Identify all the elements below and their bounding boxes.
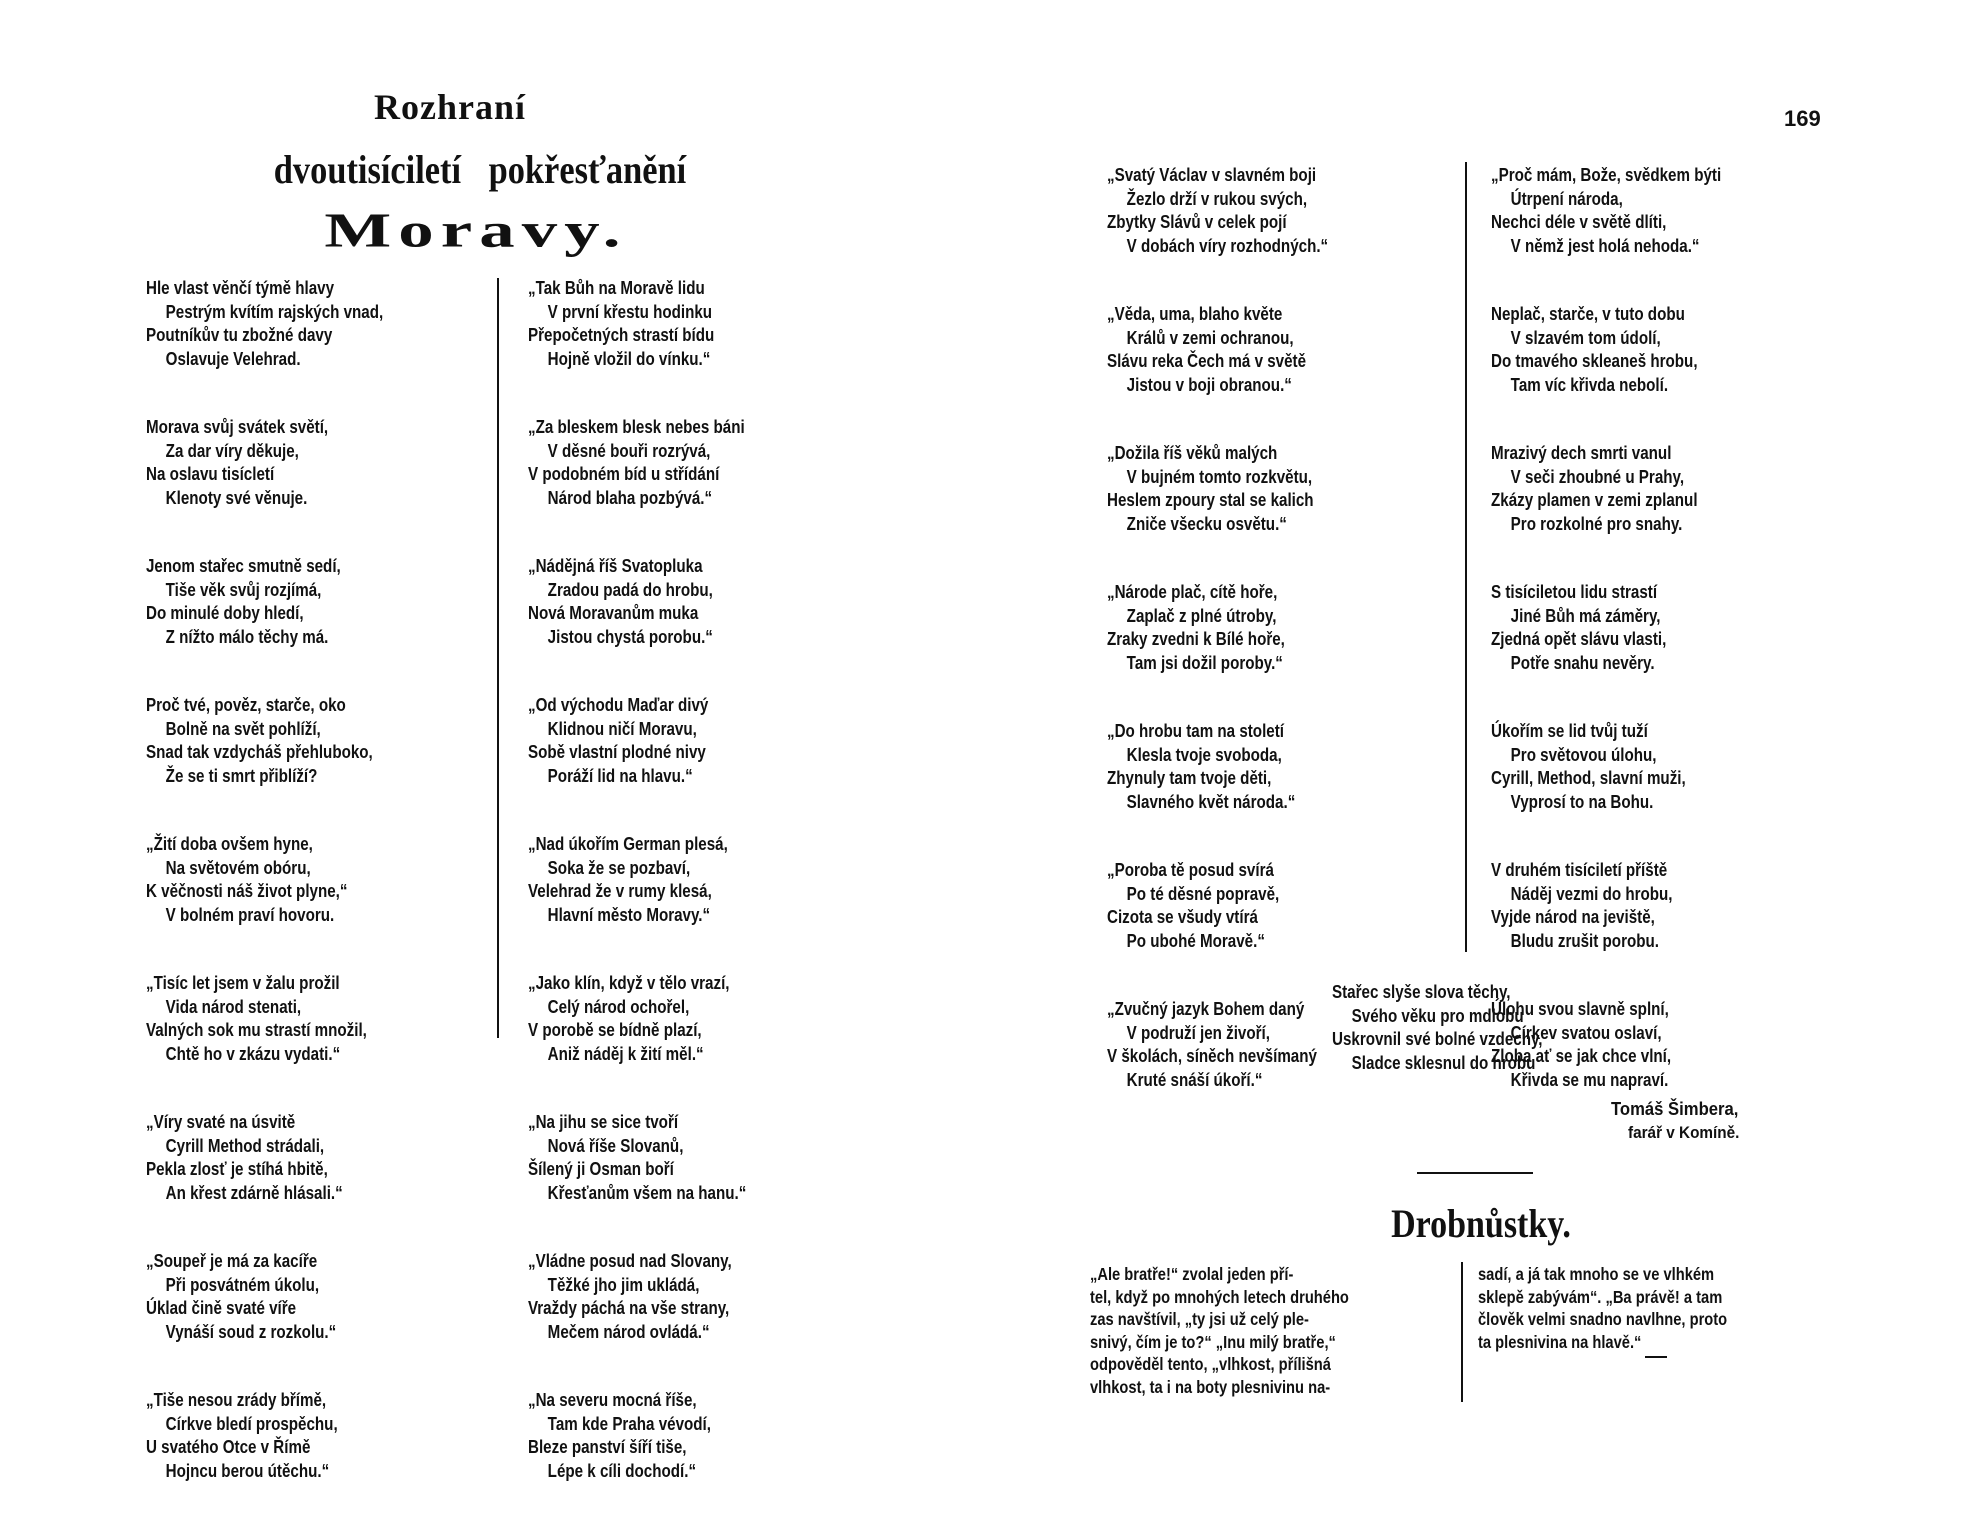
verse-line: Cyrill, Method, slavní muži,	[1491, 767, 1686, 788]
stanza	[1491, 719, 1821, 813]
verse-line: Bleze panství šíří tiše,	[528, 1436, 687, 1457]
verse-line: Králů v zemi ochranou,	[1126, 326, 1294, 348]
verse-line: Zloba ať se jak chce vlní,	[1491, 1045, 1672, 1066]
verse-line: „Tiše nesou zrády břímě,	[146, 1389, 327, 1410]
verse-line: „Dožila říš věků malých	[1107, 442, 1278, 463]
verse-line: Zradou padá do hrobu,	[547, 578, 713, 600]
right-page	[981, 0, 1962, 1500]
verse-line: Zjedná opět slávu vlasti,	[1491, 628, 1667, 649]
section-title: Drobnůstky.	[1391, 1201, 1571, 1246]
verse-line: „Nad úkořím German plesá,	[528, 833, 728, 854]
verse-line: Heslem zpoury stal se kalich	[1107, 489, 1314, 510]
verse-line: Hle vlast věnčí týmě hlavy	[146, 277, 335, 298]
verse-line: Úklad čině svaté víře	[146, 1297, 297, 1318]
verse-line: Jistou chystá porobu.“	[547, 625, 713, 647]
verse-line: Soka že se pozbaví,	[547, 856, 691, 878]
verse-line: Zraky zvedni k Bílé hoře,	[1107, 628, 1285, 649]
verse-line: Že se ti smrt přiblíží?	[165, 764, 318, 786]
verse-line: Cizota se všudy vtírá	[1107, 906, 1258, 927]
verse-line: Vyjde národ na jeviště,	[1491, 906, 1655, 927]
stanza	[146, 1110, 486, 1204]
stanza	[528, 1388, 868, 1482]
verse-line: Církev svatou oslaví,	[1510, 1021, 1662, 1043]
stanza	[528, 276, 868, 370]
end-dash	[1645, 1356, 1667, 1358]
text-line: sklepě zabývám“. „Ba právě! a tam	[1478, 1286, 1723, 1307]
stanza	[1107, 163, 1437, 257]
stanza	[146, 1388, 486, 1482]
verse-line: Proč tvé, pověz, starče, oko	[146, 694, 346, 715]
text-line: „Ale bratře!“ zvolal jeden pří-	[1090, 1264, 1294, 1284]
stanza	[528, 971, 868, 1065]
left-page	[0, 0, 981, 1500]
verse-line: Křivda se mu napraví.	[1510, 1068, 1669, 1090]
verse-line: Slávu reka Čech má v světě	[1107, 350, 1307, 371]
verse-line: Lépe k cíli dochodí.“	[547, 1459, 697, 1481]
stanza	[1491, 441, 1821, 535]
verse-line: „Na jihu se sice tvoří	[528, 1111, 679, 1132]
verse-line: „Žití doba ovšem hyne,	[146, 833, 313, 854]
anecdote-column-1	[1090, 1263, 1440, 1398]
stanza	[1107, 580, 1437, 674]
verse-line: Zkázy plamen v zemi zplanul	[1491, 489, 1698, 510]
verse-line: V podobném bíd u střídání	[528, 463, 720, 484]
stanza	[1107, 441, 1437, 535]
verse-line: Po ubohé Moravě.“	[1126, 929, 1265, 951]
verse-line: Poutníkův tu zbožné davy	[146, 324, 333, 345]
stanza	[528, 693, 868, 787]
verse-line: Jenom stařec smutně sedí,	[146, 555, 341, 576]
verse-line: Náděj vezmi do hrobu,	[1510, 882, 1673, 904]
verse-line: „Víry svaté na úsvitě	[146, 1111, 296, 1132]
stanza	[528, 1249, 868, 1343]
stanza	[1491, 858, 1821, 952]
verse-line: V první křestu hodinku	[547, 300, 713, 322]
text-line: snivý, čím je to?“ „Inu milý bratře,“	[1090, 1331, 1336, 1352]
verse-line: V bolném praví hovoru.	[165, 903, 335, 925]
verse-line: Vida národ stenati,	[165, 995, 302, 1017]
text-line: Stařec slyše slova těchy,	[1332, 981, 1511, 1002]
verse-line: Pro světovou úlohu,	[1510, 743, 1657, 765]
column-divider	[1465, 162, 1467, 952]
verse-line: Úkořím se lid tvůj tuží	[1491, 720, 1648, 741]
verse-line: Morava svůj svátek světí,	[146, 416, 329, 437]
anecdote-column-2	[1478, 1263, 1828, 1353]
verse-line: Chtě ho v zkázu vydati.“	[165, 1042, 341, 1064]
verse-line: Nechci déle v světě dlíti,	[1491, 211, 1667, 232]
verse-line: V seči zhoubné u Prahy,	[1510, 465, 1685, 487]
closing-stanza	[1332, 980, 1732, 1074]
text-line: Sladce sklesnul do hrobu	[1351, 1051, 1536, 1073]
poem-title-line-1: Rozhraní	[374, 87, 526, 127]
verse-line: Zhynuly tam tvoje děti,	[1107, 767, 1272, 788]
text-line: vlhkost, ta i na boty plesnivinu na-	[1090, 1376, 1331, 1397]
verse-line: Útrpení národa,	[1510, 187, 1623, 209]
column-divider	[1461, 1262, 1463, 1402]
verse-line: Žezlo drží v rukou svých,	[1126, 187, 1308, 209]
verse-line: Přepočetných strastí bídu	[528, 324, 715, 345]
stanza	[1491, 302, 1821, 396]
stanza	[146, 832, 486, 926]
verse-line: Církve bledí prospěchu,	[165, 1412, 338, 1434]
verse-line: Bludu zrušit porobu.	[1510, 929, 1659, 951]
verse-line: Hojně vložil do vínku.“	[547, 347, 711, 369]
verse-line: „Zvučný jazyk Bohem daný	[1107, 998, 1305, 1019]
verse-line: V bujném tomto rozkvětu,	[1126, 465, 1313, 487]
poem-title-line-2: dvoutisíciletí pokřesťanění	[273, 147, 687, 192]
verse-line: An křest zdárně hlásali.“	[165, 1181, 343, 1203]
verse-line: Do tmavého skleaneš hrobu,	[1491, 350, 1698, 371]
text-line: tel, když po mnohých letech druhého	[1090, 1286, 1349, 1307]
verse-line: „Nádějná říš Svatopluka	[528, 555, 703, 576]
verse-line: „Od východu Maďar divý	[528, 694, 709, 715]
section-divider	[1417, 1172, 1533, 1174]
verse-line: Valných sok mu strastí množil,	[146, 1019, 367, 1040]
column-divider	[497, 278, 499, 1038]
verse-line: Hlavní město Moravy.“	[547, 903, 711, 925]
verse-line: Poráží lid na hlavu.“	[547, 764, 693, 786]
text-line: Uskrovnil své bolné vzdechy,	[1332, 1028, 1543, 1049]
stanza	[146, 971, 486, 1065]
verse-line: V druhém tisíciletí příště	[1491, 859, 1668, 880]
poem-title-line-3: Moravy.	[324, 203, 628, 258]
verse-line: Sobě vlastní plodné nivy	[528, 741, 706, 762]
verse-line: Tam jsi dožil poroby.“	[1126, 651, 1283, 673]
verse-line: „Soupeř je má za kacíře	[146, 1250, 318, 1271]
text-line: odpověděl tento, „vlhkost, přílišná	[1090, 1354, 1331, 1374]
verse-line: „Vládne posud nad Slovany,	[528, 1250, 732, 1271]
verse-line: „Tisíc let jsem v žalu prožil	[146, 972, 340, 993]
verse-line: V dobách víry rozhodných.“	[1126, 234, 1329, 256]
stanza	[146, 693, 486, 787]
verse-line: Šílený ji Osman boří	[528, 1158, 674, 1179]
verse-line: Velehrad že v rumy klesá,	[528, 880, 712, 901]
verse-line: Potře snahu nevěry.	[1510, 651, 1655, 673]
verse-line: Za dar víry děkuje,	[165, 439, 299, 461]
verse-line: Pestrým kvítím rajských vnad,	[165, 300, 384, 322]
verse-line: Klenoty své věnuje.	[165, 486, 308, 508]
verse-line: Tam víc křivda nebolí.	[1510, 373, 1669, 395]
stanza	[528, 1110, 868, 1204]
stanza	[528, 832, 868, 926]
verse-line: S tisíciletou lidu strastí	[1491, 581, 1658, 602]
verse-line: Bolně na svět pohlíží,	[165, 717, 321, 739]
verse-line: Do minulé doby hledí,	[146, 602, 304, 623]
author-name: Tomáš Šimbera,	[1611, 1098, 1739, 1119]
verse-line: Snad tak vzdycháš přehluboko,	[146, 741, 373, 762]
verse-line: Mrazivý dech smrti vanul	[1491, 442, 1672, 463]
verse-line: Nová Moravanům muka	[528, 602, 699, 623]
verse-line: Pro rozkolné pro snahy.	[1510, 512, 1683, 534]
verse-line: V němž jest holá nehoda.“	[1510, 234, 1700, 256]
verse-line: Zniče všecku osvětu.“	[1126, 512, 1287, 534]
verse-line: Úlohu svou slavně splní,	[1491, 998, 1669, 1019]
verse-line: Kruté snáší úkoří.“	[1126, 1068, 1263, 1090]
verse-line: Národ blaha pozbývá.“	[547, 486, 713, 508]
verse-line: Vraždy páchá na vše strany,	[528, 1297, 730, 1318]
verse-line: Celý národ ochořel,	[547, 995, 690, 1017]
text-line: člověk velmi snadno navlhne, proto	[1478, 1309, 1728, 1329]
verse-line: Nová říše Slovanů,	[547, 1134, 684, 1156]
verse-line: Křesťanům všem na hanu.“	[547, 1181, 747, 1203]
verse-line: „Za bleskem blesk nebes báni	[528, 416, 745, 437]
stanza	[1491, 163, 1821, 257]
stanza	[146, 276, 486, 370]
verse-line: Jistou v boji obranou.“	[1126, 373, 1292, 395]
verse-line: „Poroba tě posud svírá	[1107, 859, 1274, 880]
verse-line: Těžké jho jim ukládá,	[547, 1273, 700, 1295]
stanza	[528, 554, 868, 648]
verse-line: V porobě se bídně plazí,	[528, 1019, 702, 1040]
stanza	[146, 415, 486, 509]
verse-line: Jiné Bůh má záměry,	[1510, 604, 1661, 626]
verse-line: Vyprosí to na Bohu.	[1510, 790, 1654, 812]
verse-line: Při posvátném úkolu,	[165, 1273, 320, 1295]
verse-line: „Tak Bůh na Moravě lidu	[528, 277, 705, 298]
verse-line: Zaplač z plné útroby,	[1126, 604, 1277, 626]
verse-line: Po té děsné popravě,	[1126, 882, 1280, 904]
verse-line: V podruží jen živoří,	[1126, 1021, 1270, 1043]
verse-line: Cyrill Method strádali,	[165, 1134, 325, 1156]
text-line: zas navštívil, „ty jsi už celý ple-	[1090, 1309, 1309, 1329]
author-role: farář v Komíně.	[1628, 1123, 1740, 1142]
verse-line: V slzavém tom údolí,	[1510, 326, 1661, 348]
verse-line: Oslavuje Velehrad.	[165, 347, 301, 369]
verse-line: Slavného květ národa.“	[1126, 790, 1296, 812]
verse-line: Pekla zlosť je stíhá hbitě,	[146, 1158, 328, 1179]
verse-line: Na světovém obóru,	[165, 856, 311, 878]
verse-line: „Proč mám, Bože, svědkem býti	[1491, 164, 1722, 185]
verse-line: „Národe plač, cítě hoře,	[1107, 581, 1278, 602]
stanza	[1107, 719, 1437, 813]
text-line: ta plesnivina na hlavě.“	[1478, 1331, 1642, 1352]
stanza	[146, 1249, 486, 1343]
verse-line: Tiše věk svůj rozjímá,	[165, 578, 322, 600]
text-line: Svého věku pro mdlobu	[1351, 1004, 1524, 1026]
verse-line: „Věda, uma, blaho květe	[1107, 303, 1283, 324]
verse-line: Hojncu berou útěchu.“	[165, 1459, 330, 1481]
text-line: sadí, a já tak mnoho se ve vlhkém	[1478, 1264, 1715, 1284]
stanza	[146, 554, 486, 648]
stanza	[1107, 302, 1437, 396]
verse-line: Neplač, starče, v tuto dobu	[1491, 303, 1685, 324]
verse-line: Tam kde Praha vévodí,	[547, 1412, 711, 1434]
verse-line: Vynáší soud z rozkolu.“	[165, 1320, 337, 1342]
stanza	[528, 415, 868, 509]
verse-line: Zbytky Slávů v celek pojí	[1107, 211, 1287, 232]
verse-line: Na oslavu tisícletí	[146, 463, 275, 484]
verse-line: Aniž náděj k žití měl.“	[547, 1042, 704, 1064]
page-number: 169	[1784, 106, 1821, 131]
verse-line: „Na severu mocná říše,	[528, 1389, 697, 1410]
verse-line: V školách, síněch nevšímaný	[1107, 1045, 1317, 1066]
verse-line: Mečem národ ovládá.“	[547, 1320, 710, 1342]
verse-line: „Svatý Václav v slavném boji	[1107, 164, 1317, 185]
stanza	[1107, 858, 1437, 952]
verse-line: V děsné bouři rozrývá,	[547, 439, 711, 461]
poem-column-left-1	[146, 276, 486, 1527]
stanza	[1491, 580, 1821, 674]
verse-line: K věčnosti náš život plyne,“	[146, 880, 348, 901]
verse-line: Z nížto málo těchy má.	[165, 625, 329, 647]
poem-column-left-2	[528, 276, 868, 1527]
verse-line: „Do hrobu tam na století	[1107, 720, 1284, 741]
verse-line: „Jako klín, když v tělo vrazí,	[528, 972, 730, 993]
verse-line: Klesla tvoje svoboda,	[1126, 743, 1282, 765]
verse-line: Klidnou ničí Moravu,	[547, 717, 697, 739]
verse-line: U svatého Otce v Římě	[146, 1436, 311, 1457]
